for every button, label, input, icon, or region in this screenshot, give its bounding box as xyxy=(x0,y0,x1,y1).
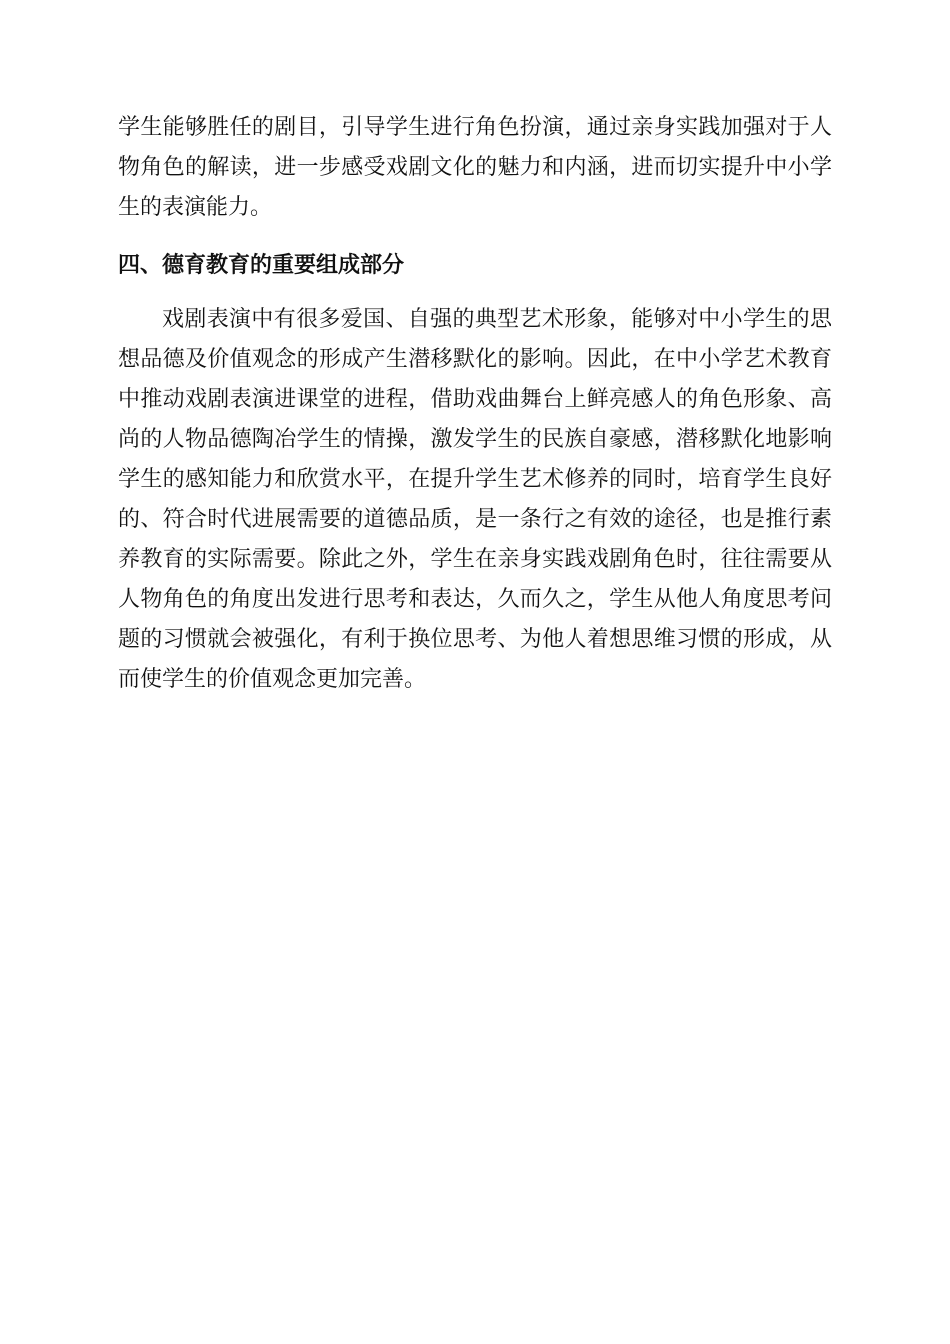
document-page xyxy=(118,108,832,700)
continued-paragraph: 学生能够胜任的剧目，引导学生进行角色扮演，通过亲身实践加强对于人物角色的解读，进一步感受戏剧文化的魅力和内涵，进而切实提升中小学生的表演能力。 xyxy=(118,115,832,220)
section-paragraph: 戏剧表演中有很多爱国、自强的典型艺术形象，能够对中小学生的思想品德及价值观念的形成产生潜移默化的影响。因此，在中小学艺术教育中推动戏剧表演进课堂的进程，借助戏曲舞台上鲜亮感人的角色形象、高尚的人物品德陶冶学生的情操，激发学生的民族自豪感，潜移默化地影响学生的感知能力和欣赏水平，在提升学生艺术修养的同时，培育学生良好的、符合时代进展需要的道德品质，是一条行之有效的途径，也是推行素养教育的实际需要。除此之外，学生在亲身实践戏剧角色时，往往需要从人物角色的角度出发进行思考和表达，久而久之，学生从他人角度思考问题的习惯就会被强化，有利于换位思考、为他人着想思维习惯的形成，从而使学生的价值观念更加完善。 xyxy=(118,307,832,692)
section-heading: 四、德育教育的重要组成部分 xyxy=(118,253,405,278)
